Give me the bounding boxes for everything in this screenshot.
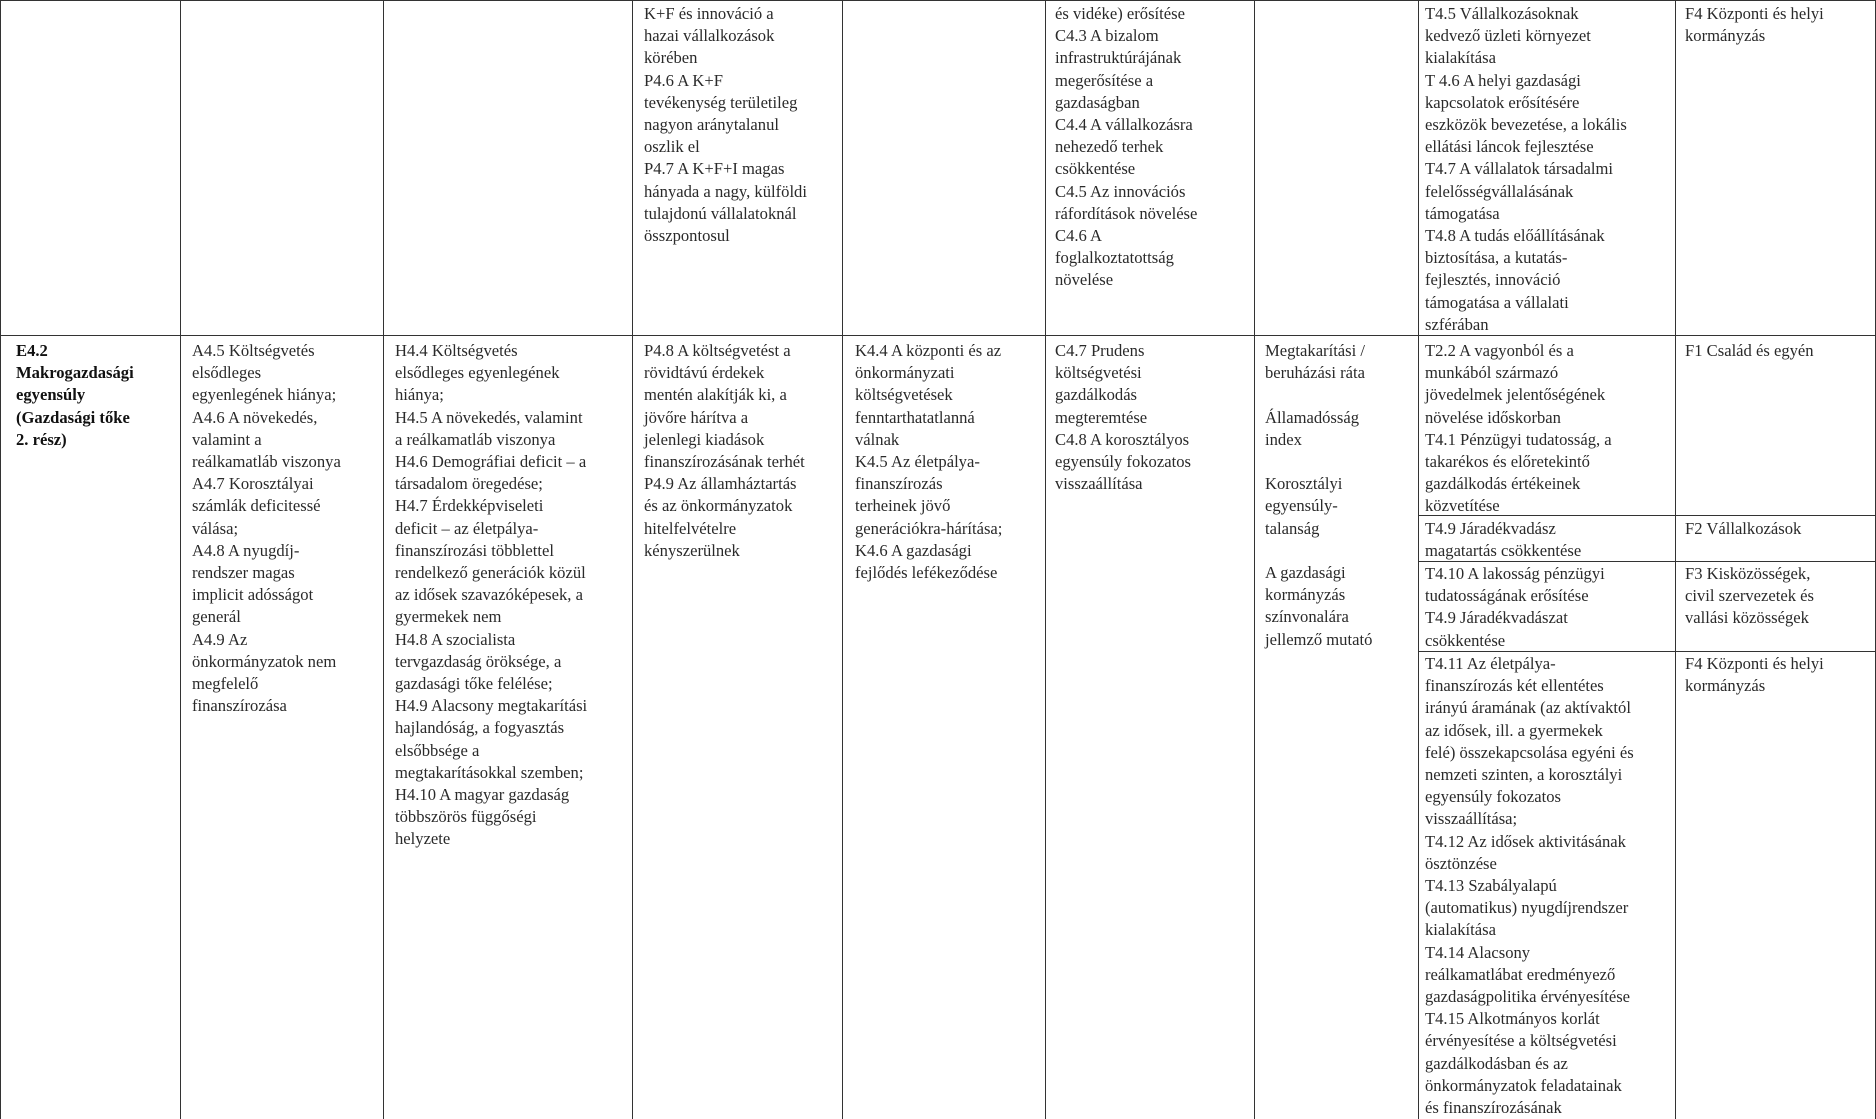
task-cell: T2.2 A vagyonból és a munkából származó jövedelmek jelentőségének növelése időskorban T4.1 Pénzügyi tudatosság, a takarékos és előretekintő gazdálkodás értékeinek közvetítése	[1425, 341, 1612, 516]
actor-cell: F4 Központi és helyi kormányzás	[1685, 4, 1824, 46]
grid-line	[1418, 0, 1419, 1119]
grid-line	[0, 0, 1876, 1]
consequence-cell: K4.4 A központi és az önkormányzati költségvetések fenntarthatatlanná válnak K4.5 Az életpálya- finanszírozás terheinek jövő generációkra-hárítása; K4.6 A gazdasági fejlődés lefékeződése	[855, 341, 1003, 583]
grid-line	[1045, 0, 1046, 1119]
task-cell: T4.10 A lakosság pénzügyi tudatosságának erősítése T4.9 Járadékvadászat csökkentése	[1425, 564, 1605, 650]
goal-cell: és vidéke) erősítése C4.3 A bizalom infrastruktúrájának megerősítése a gazdaságban C4.4 A vállalkozásra nehezedő terhek csökkentése C4.5 Az innovációs ráfordítások növelése C4.6 A foglalkoztatottság növelése	[1055, 4, 1198, 290]
actor-cell: F4 Központi és helyi kormányzás	[1685, 654, 1824, 696]
task-cell: T4.11 Az életpálya- finanszírozás két ellentétes irányú áramának (az aktívaktól az idősek, ill. a gyermekek felé) összekapcsolása egyéni és nemzeti szinten, a korosztályi egyensúly fokozatos visszaállítása; T4.12 Az idősek aktivitásának ösztönzése T4.13 Szabályalapú (automatikus) nyugdíjrendszer kialakítása T4.14 Alacsony reálkamatlábat eredményező gazdaságpolitika érvényesítése T4.15 Alkotmányos korlát érvényesítése a költségvetési gazdálkodásban és az önkormányzatok feladatainak és finanszírozásának	[1425, 654, 1634, 1118]
problem-cell: P4.8 A költségvetést a rövidtávú érdekek mentén alakítják ki, a jövőre hárítva a jelenlegi kiadások finanszírozásának terhét P4.9 Az államháztartás és az önkormányzatok hitelfelvételre kényszerülnek	[644, 341, 805, 560]
grid-line	[842, 0, 843, 1119]
grid-line	[383, 0, 384, 1119]
actor-cell: F3 Kisközösségek, civil szervezetek és vallási közösségek	[1685, 564, 1814, 628]
actor-cell: F2 Vállalkozások	[1685, 519, 1802, 538]
grid-line	[1254, 0, 1255, 1119]
grid-line	[1675, 0, 1676, 1119]
cause-cell: H4.4 Költségvetés elsődleges egyenlegének hiánya; H4.5 A növekedés, valamint a reálkamatláb viszonya H4.6 Demográfiai deficit – a társadalom öregedése; H4.7 Érdekképviseleti deficit – az életpálya- finanszírozási többlettel rendelkező generációk közül az idősek szavazóképesek, a gyermekek nem H4.8 A szocialista tervgazdaság öröksége, a gazdasági tőke felélése; H4.9 Alacsony megtakarítási hajlandóság, a fogyasztás elsőbbsége a megtakarításokkal szemben; H4.10 A magyar gazdaság többszörös függőségi helyzete	[395, 341, 588, 849]
grid-line	[0, 0, 1, 1119]
row-title-e4-2: E4.2 Makrogazdasági egyensúly (Gazdasági tőke 2. rész)	[16, 341, 134, 449]
indicator-cell: Megtakarítási / beruházási ráta Államadósság index Korosztályi egyensúly- talanság A gazdasági kormányzás színvonalára jellemző mutató	[1265, 341, 1373, 649]
goal-cell: C4.7 Prudens költségvetési gazdálkodás megteremtése C4.8 A korosztályos egyensúly fokozatos visszaállítása	[1055, 341, 1191, 494]
task-cell: T4.5 Vállalkozásoknak kedvező üzleti környezet kialakítása T 4.6 A helyi gazdasági kapcsolatok erősítésére eszközök bevezetése, a lokális ellátási láncok fejlesztése T4.7 A vállalatok társadalmi felelősségvállalásának támogatása T4.8 A tudás előállításának biztosítása, a kutatás- fejlesztés, innováció támogatása a vállalati szférában	[1425, 4, 1627, 334]
problem-cell: K+F és innováció a hazai vállalkozások körében P4.6 A K+F tevékenység területileg nagyon aránytalanul oszlik el P4.7 A K+F+I magas hányada a nagy, külföldi tulajdonú vállalatoknál összpontosul	[644, 4, 807, 246]
task-cell: T4.9 Járadékvadász magatartás csökkentése	[1425, 519, 1582, 561]
actor-cell: F1 Család és egyén	[1685, 341, 1814, 360]
grid-line	[180, 0, 181, 1119]
situation-cell: A4.5 Költségvetés elsődleges egyenlegének hiánya; A4.6 A növekedés, valamint a reálkamatláb viszonya A4.7 Korosztályai számlák deficitessé válása; A4.8 A nyugdíj- rendszer magas implicit adósságot generál A4.9 Az önkormányzatok nem megfelelő finanszírozása	[192, 341, 341, 716]
grid-line	[632, 0, 633, 1119]
